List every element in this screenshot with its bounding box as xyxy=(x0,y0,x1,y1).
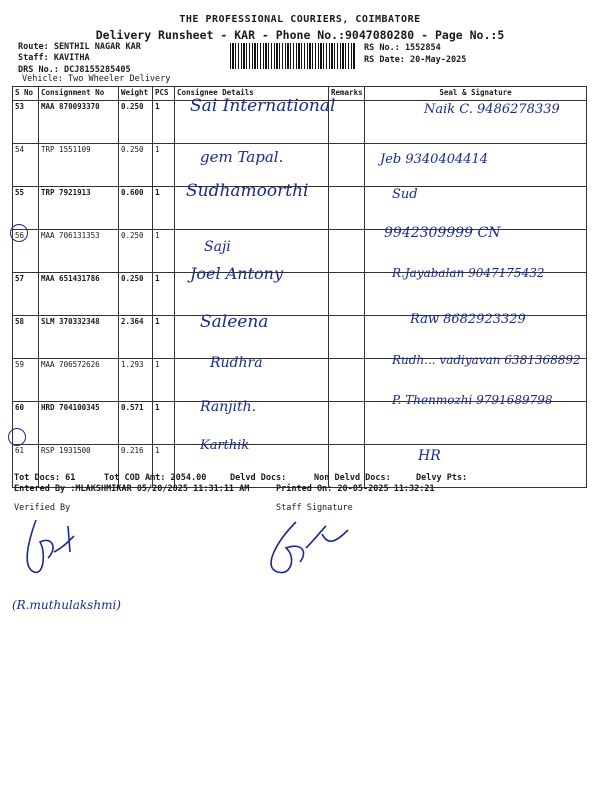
cell-sno: 54 xyxy=(13,144,39,187)
cell-pcs: 1 xyxy=(153,273,175,316)
table-row xyxy=(13,445,587,488)
col-consignment: Consignment No xyxy=(39,87,119,101)
col-remarks: Remarks xyxy=(329,87,365,101)
cell-pcs: 1 xyxy=(153,316,175,359)
cell-weight: 0.250 xyxy=(119,230,153,273)
runsheet-table xyxy=(12,86,587,488)
seal-handwriting: R.Jayabalan 9047175432 xyxy=(392,266,545,280)
cell-weight: 0.600 xyxy=(119,187,153,230)
rs-number: RS No.: 1552854 xyxy=(364,43,441,53)
cell-consignment: HRD 704100345 xyxy=(39,402,119,445)
cell-sno: 59 xyxy=(13,359,39,402)
cell-pcs: 1 xyxy=(153,230,175,273)
cell-remarks xyxy=(329,144,365,187)
consignee-handwriting: Rudhra xyxy=(210,355,263,371)
cell-pcs: 1 xyxy=(153,402,175,445)
staff-signature xyxy=(256,512,366,582)
seal-handwriting: 9942309999 CN xyxy=(384,224,501,241)
cell-remarks xyxy=(329,230,365,273)
cell-seal xyxy=(365,402,587,445)
cell-seal xyxy=(365,445,587,488)
cell-pcs: 1 xyxy=(153,101,175,144)
consignee-handwriting: Sai International xyxy=(190,96,336,116)
seal-handwriting: HR xyxy=(418,448,441,464)
barcode xyxy=(230,43,356,69)
consignee-handwriting: gem Tapal. xyxy=(200,147,284,166)
col-seal: Seal & Signature xyxy=(365,87,587,101)
mark-circle-61 xyxy=(8,428,26,446)
seal-handwriting: Jeb 9340404414 xyxy=(380,151,489,167)
non-delivered-docs: Non Delvd Docs: xyxy=(314,473,391,483)
cell-weight: 0.571 xyxy=(119,402,153,445)
cell-sno: 57 xyxy=(13,273,39,316)
cell-sno: 58 xyxy=(13,316,39,359)
cell-sno: 61 xyxy=(13,445,39,488)
cell-remarks xyxy=(329,187,365,230)
delivered-docs: Delvd Docs: xyxy=(230,473,287,483)
cell-consignment: MAA 706572626 xyxy=(39,359,119,402)
cell-consignment: RSP 1931500 xyxy=(39,445,119,488)
col-pcs: PCS xyxy=(153,87,175,101)
staff-signature-label: Staff Signature xyxy=(276,503,353,513)
cell-consignment: TRP 7921913 xyxy=(39,187,119,230)
seal-handwriting: Rudh... vadiyavan 6381368892 xyxy=(392,353,581,367)
cell-consignment: MAA 651431786 xyxy=(39,273,119,316)
cell-remarks xyxy=(329,316,365,359)
entered-by: Entered By :MLAKSHMIKAR 05/20/2025 11:31:11 AM xyxy=(14,484,250,494)
rs-date: RS Date: 20-May-2025 xyxy=(364,55,467,65)
cell-weight: 1.293 xyxy=(119,359,153,402)
consignee-handwriting: Saleena xyxy=(200,311,269,332)
cell-sno: 55 xyxy=(13,187,39,230)
mark-circle-56 xyxy=(10,224,28,242)
cell-weight: 0.250 xyxy=(119,144,153,187)
delivery-points: Delvy Pts: xyxy=(416,473,468,483)
table-row xyxy=(13,402,587,445)
runsheet-title: Delivery Runsheet - KAR - Phone No.:9047080280 - Page No.:5 xyxy=(95,28,505,42)
company-title: THE PROFESSIONAL COURIERS, COIMBATORE xyxy=(179,14,421,25)
cell-pcs: 1 xyxy=(153,187,175,230)
seal-handwriting: Raw 8682923329 xyxy=(410,311,526,327)
cell-weight: 0.250 xyxy=(119,273,153,316)
verified-by-label: Verified By xyxy=(14,503,71,513)
consignee-handwriting: Sudhamoorthi xyxy=(186,181,309,201)
col-sno: S No xyxy=(13,87,39,101)
staff-label: Staff: KAVITHA xyxy=(18,53,90,63)
seal-handwriting: Naik C. 9486278339 xyxy=(424,102,560,117)
seal-handwriting: Sud xyxy=(392,187,418,202)
vehicle-label: Vehicle: Two Wheeler Delivery xyxy=(22,74,171,84)
consignee-handwriting: Joel Antony xyxy=(190,264,283,283)
verifier-name: (R.muthulakshmi) xyxy=(12,598,121,612)
cell-remarks xyxy=(329,359,365,402)
cell-weight: 0.216 xyxy=(119,445,153,488)
cell-pcs: 1 xyxy=(153,144,175,187)
drs-label: DRS No.: DCJ8155285405 xyxy=(18,65,131,75)
cell-sno: 60 xyxy=(13,402,39,445)
cell-weight: 0.250 xyxy=(119,101,153,144)
cell-weight: 2.364 xyxy=(119,316,153,359)
cell-consignment: TRP 1551109 xyxy=(39,144,119,187)
consignee-handwriting: Saji xyxy=(204,238,231,255)
cell-consignment: MAA 706131353 xyxy=(39,230,119,273)
total-cod: Tot COD Amt: 2054.00 xyxy=(104,473,207,483)
route-label: Route: SENTHIL NAGAR KAR xyxy=(18,42,141,52)
col-weight: Weight xyxy=(119,87,153,101)
cell-pcs: 1 xyxy=(153,359,175,402)
cell-sno: 53 xyxy=(13,101,39,144)
printed-on: Printed On: 20-05-2025 11:32:21 xyxy=(276,484,435,494)
seal-handwriting: P. Thenmozhi 9791689798 xyxy=(392,392,553,407)
col-consignee: Consignee Details xyxy=(175,87,329,101)
consignee-handwriting: Ranjith. xyxy=(200,398,257,415)
total-docs: Tot Docs: 61 xyxy=(14,473,76,483)
cell-consignment: SLM 370332348 xyxy=(39,316,119,359)
cell-remarks xyxy=(329,402,365,445)
cell-pcs: 1 xyxy=(153,445,175,488)
cell-sno: 56 xyxy=(13,230,39,273)
cell-remarks xyxy=(329,273,365,316)
consignee-handwriting: Karthik xyxy=(200,438,250,453)
verifier-signature xyxy=(18,512,98,582)
cell-consignment: MAA 870093370 xyxy=(39,101,119,144)
